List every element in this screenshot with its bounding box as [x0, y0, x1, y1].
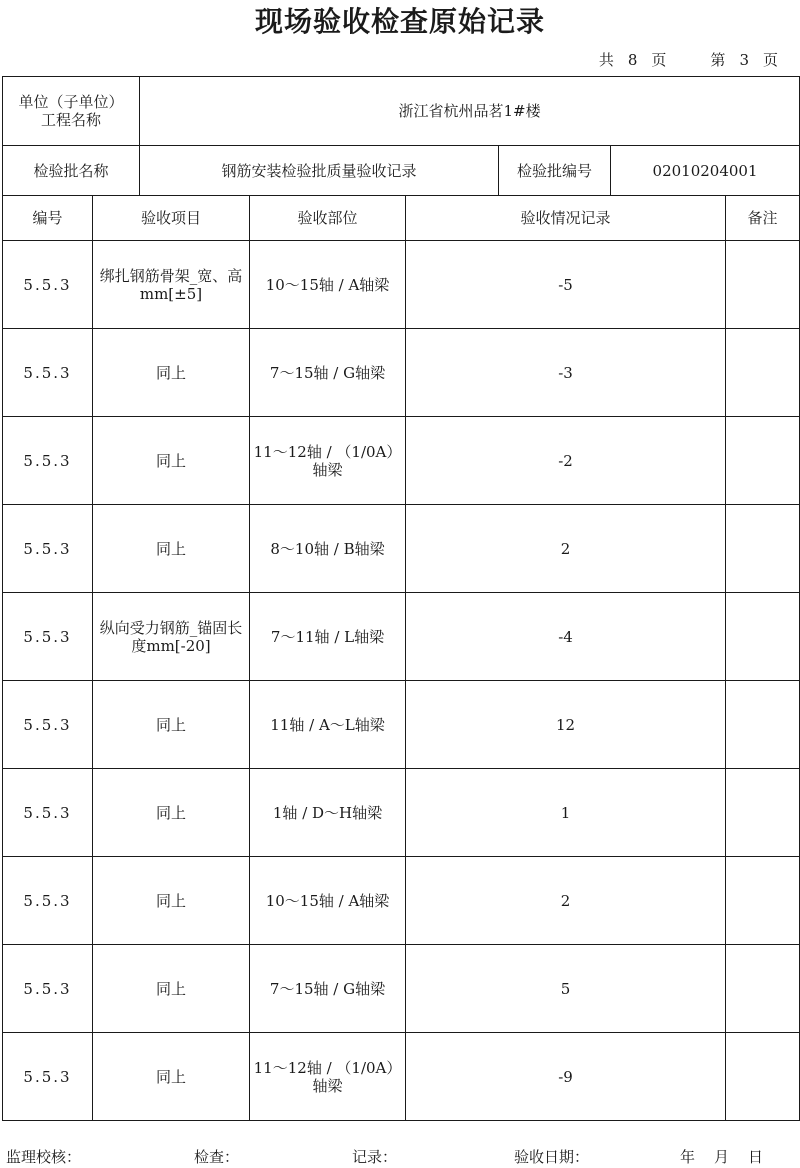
row-location: 7～15轴 / G轴梁	[250, 329, 406, 417]
batch-no-label: 检验批编号	[499, 146, 611, 196]
table-row	[3, 681, 800, 769]
batch-name-label: 检验批名称	[3, 146, 140, 196]
row-location: 1轴 / D～H轴梁	[250, 769, 406, 857]
supervisor-label: 监理校核：	[6, 1148, 82, 1166]
column-header-row	[3, 196, 800, 241]
row-record: 5	[406, 945, 726, 1033]
row-record: 2	[406, 505, 726, 593]
row-location: 10～15轴 / A轴梁	[250, 857, 406, 945]
total-pages-prefix: 共	[598, 51, 614, 69]
row-note	[726, 241, 800, 329]
current-page-prefix: 第	[710, 51, 726, 69]
signature-footer	[0, 1147, 800, 1167]
row-note	[726, 329, 800, 417]
row-code: 5.5.3	[3, 417, 93, 505]
row-code: 5.5.3	[3, 1033, 93, 1121]
column-header-location: 验收部位	[250, 196, 406, 241]
row-code: 5.5.3	[3, 769, 93, 857]
total-pages-suffix: 页	[651, 51, 667, 69]
column-header-note: 备注	[726, 196, 800, 241]
row-record: -9	[406, 1033, 726, 1121]
table-row	[3, 769, 800, 857]
date-month: 月	[714, 1148, 730, 1166]
row-item: 同上	[93, 945, 250, 1033]
table-row	[3, 329, 800, 417]
row-record: -2	[406, 417, 726, 505]
batch-row	[3, 146, 800, 196]
row-note	[726, 505, 800, 593]
row-code: 5.5.3	[3, 857, 93, 945]
row-item: 同上	[93, 681, 250, 769]
inspection-table	[2, 76, 800, 1121]
date-label: 验收日期：	[514, 1148, 590, 1166]
table-row	[3, 857, 800, 945]
row-note	[726, 769, 800, 857]
page-counter	[599, 50, 778, 70]
column-header-record: 验收情况记录	[406, 196, 726, 241]
page-title: 现场验收检查原始记录	[254, 5, 545, 38]
data-rows	[3, 241, 800, 1121]
current-page-suffix: 页	[762, 51, 778, 69]
row-record: -3	[406, 329, 726, 417]
row-item: 同上	[93, 769, 250, 857]
table-row	[3, 945, 800, 1033]
total-pages: 8	[627, 51, 638, 69]
row-note	[726, 1033, 800, 1121]
row-note	[726, 681, 800, 769]
table-row	[3, 241, 800, 329]
batch-name-value: 钢筋安装检验批质量验收记录	[140, 146, 499, 196]
recorder-label: 记录：	[352, 1148, 398, 1166]
row-record: 12	[406, 681, 726, 769]
row-code: 5.5.3	[3, 241, 93, 329]
date-day: 日	[748, 1148, 764, 1166]
table-row	[3, 1033, 800, 1121]
inspect-label: 检查：	[194, 1148, 240, 1166]
row-location: 11～12轴 / （1/0A）轴梁	[250, 417, 406, 505]
batch-no-value: 02010204001	[611, 146, 800, 196]
row-item: 同上	[93, 857, 250, 945]
row-location: 8～10轴 / B轴梁	[250, 505, 406, 593]
row-item: 同上	[93, 1033, 250, 1121]
current-page: 3	[739, 51, 749, 69]
column-header-item: 验收项目	[93, 196, 250, 241]
row-location: 10～15轴 / A轴梁	[250, 241, 406, 329]
row-item: 纵向受力钢筋_锚固长度mm[-20]	[93, 593, 250, 681]
row-note	[726, 945, 800, 1033]
row-record: -4	[406, 593, 726, 681]
row-record: 2	[406, 857, 726, 945]
table-row	[3, 593, 800, 681]
row-item: 同上	[93, 417, 250, 505]
row-record: -5	[406, 241, 726, 329]
table-row	[3, 417, 800, 505]
row-location: 11～12轴 / （1/0A）轴梁	[250, 1033, 406, 1121]
unit-label: 单位（子单位） 工程名称	[3, 77, 140, 146]
row-code: 5.5.3	[3, 505, 93, 593]
row-record: 1	[406, 769, 726, 857]
row-location: 7～11轴 / L轴梁	[250, 593, 406, 681]
row-item: 同上	[93, 505, 250, 593]
row-item: 绑扎钢筋骨架_宽、高mm[±5]	[93, 241, 250, 329]
row-code: 5.5.3	[3, 593, 93, 681]
row-code: 5.5.3	[3, 329, 93, 417]
row-note	[726, 417, 800, 505]
row-location: 11轴 / A～L轴梁	[250, 681, 406, 769]
row-note	[726, 857, 800, 945]
row-code: 5.5.3	[3, 945, 93, 1033]
unit-value: 浙江省杭州品茗1#楼	[140, 77, 800, 146]
date-year: 年	[680, 1148, 696, 1166]
row-location: 7～15轴 / G轴梁	[250, 945, 406, 1033]
column-header-code: 编号	[3, 196, 93, 241]
row-note	[726, 593, 800, 681]
row-code: 5.5.3	[3, 681, 93, 769]
project-row	[3, 77, 800, 146]
row-item: 同上	[93, 329, 250, 417]
table-row	[3, 505, 800, 593]
